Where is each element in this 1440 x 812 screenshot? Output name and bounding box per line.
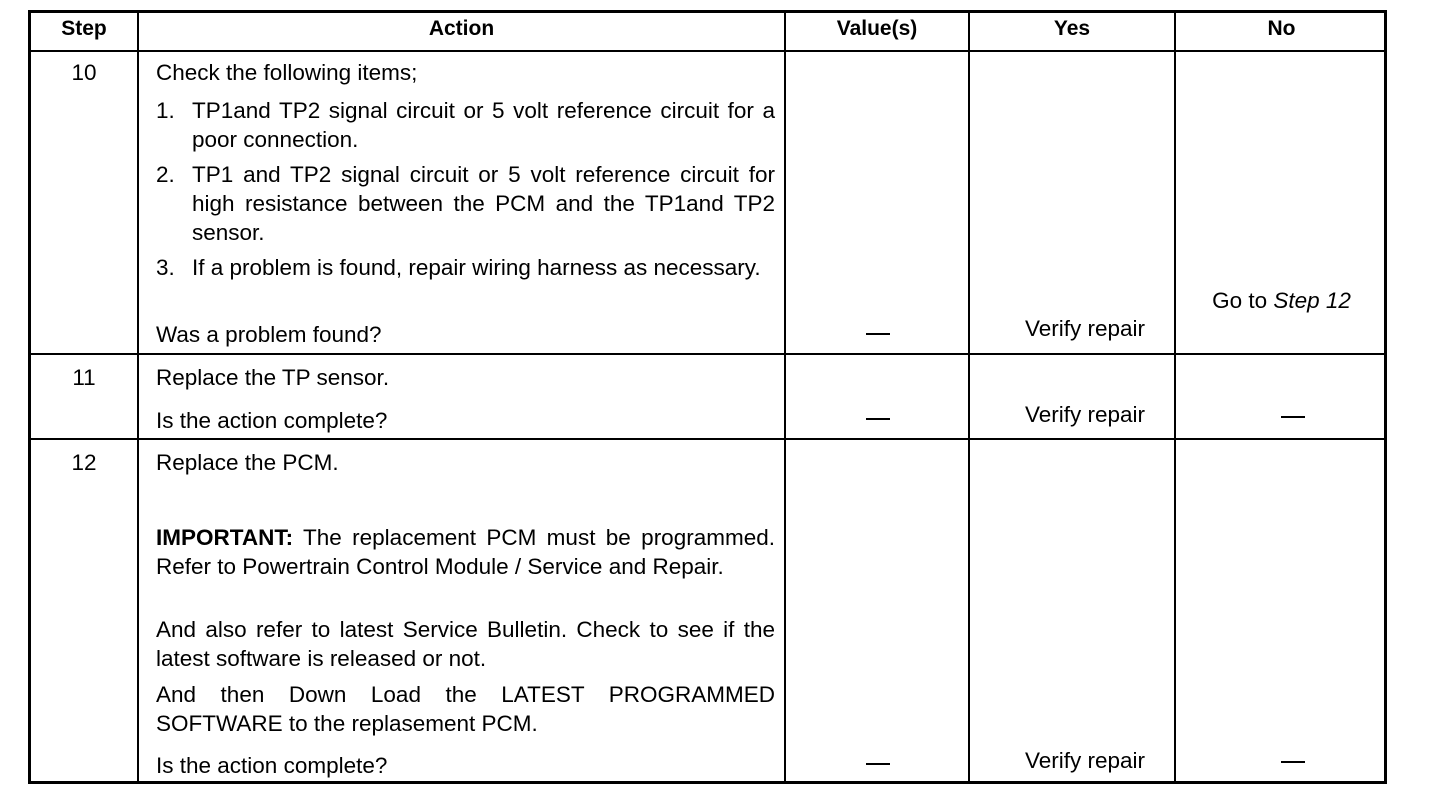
action-question: Was a problem found? bbox=[156, 322, 382, 347]
no-result bbox=[1176, 288, 1387, 314]
item-number: 1. bbox=[156, 98, 175, 123]
header-values: Value(s) bbox=[836, 17, 918, 40]
diagnostic-table bbox=[28, 10, 1387, 784]
important-note bbox=[156, 523, 775, 581]
header-step: Step bbox=[61, 17, 107, 40]
item-text: TP1and TP2 signal circuit or 5 volt reference circuit for a poor connection. bbox=[192, 98, 775, 152]
value-dash bbox=[866, 763, 890, 765]
important-text: The replacement PCM must be programmed. Refer to Powertrain Control Module / Service and Repair. bbox=[156, 525, 775, 579]
header-no: No bbox=[1267, 17, 1296, 40]
item-number: 2. bbox=[156, 162, 175, 187]
column-divider bbox=[137, 13, 139, 781]
column-divider bbox=[968, 13, 970, 781]
step-number: 10 bbox=[71, 60, 97, 85]
column-divider bbox=[784, 13, 786, 781]
step-number: 11 bbox=[72, 365, 96, 390]
yes-result: Verify repair bbox=[1024, 402, 1146, 427]
item-number: 3. bbox=[156, 255, 175, 280]
important-label: IMPORTANT: bbox=[156, 525, 294, 550]
row-divider bbox=[31, 438, 1384, 440]
row-divider bbox=[31, 50, 1384, 52]
step-number: 12 bbox=[71, 450, 97, 475]
yes-result: Verify repair bbox=[1024, 316, 1146, 341]
action-intro: Replace the TP sensor. bbox=[156, 365, 390, 390]
yes-result: Verify repair bbox=[1024, 748, 1146, 773]
action-question: Is the action complete? bbox=[156, 753, 388, 778]
value-dash bbox=[866, 333, 890, 335]
action-intro: Check the following items; bbox=[156, 60, 418, 85]
action-intro: Replace the PCM. bbox=[156, 450, 339, 475]
item-text: TP1 and TP2 signal circuit or 5 volt reference circuit for high resistance between the PCM and the TP1and TP2 sensor. bbox=[192, 162, 775, 245]
no-result-prefix: Go to bbox=[1212, 288, 1274, 313]
action-paragraph: And then Down Load the LATEST PROGRAMMED SOFTWARE to the replasement PCM. bbox=[156, 682, 775, 736]
action-paragraph: And also refer to latest Service Bulletin. Check to see if the latest software is released or not. bbox=[156, 617, 775, 671]
row-divider bbox=[31, 353, 1384, 355]
header-action: Action bbox=[428, 17, 495, 40]
value-dash bbox=[866, 418, 890, 420]
no-dash bbox=[1281, 761, 1305, 763]
header-yes: Yes bbox=[1053, 17, 1091, 40]
item-text: If a problem is found, repair wiring harness as necessary. bbox=[192, 255, 761, 280]
step-reference: Step 12 bbox=[1273, 288, 1351, 313]
action-question: Is the action complete? bbox=[156, 408, 388, 433]
column-divider bbox=[1174, 13, 1176, 781]
no-dash bbox=[1281, 416, 1305, 418]
